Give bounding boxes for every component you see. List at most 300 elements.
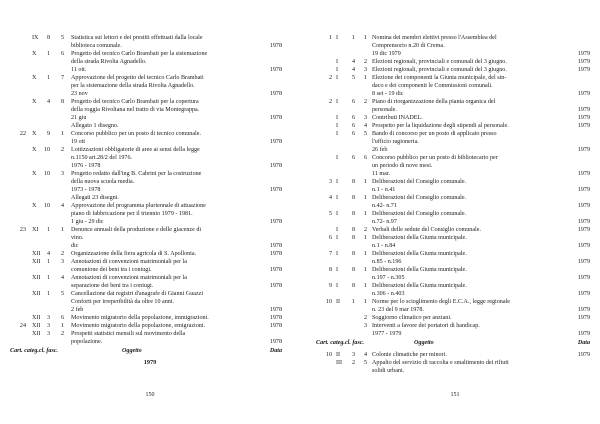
class-number: 1 — [46, 75, 50, 81]
entry-text: n.197 - n.305 — [372, 275, 405, 281]
fascicle-number: 7 — [60, 75, 64, 81]
class-number: 4 — [46, 99, 50, 105]
entry-text: Elezioni regionali, provinciali e comunali del 3 giugno. — [372, 67, 507, 73]
category: X — [32, 75, 37, 81]
category: X — [32, 203, 37, 209]
category: III — [336, 360, 343, 366]
entry-text: Approvazione del programma pluriennale di attuazione — [71, 203, 206, 209]
entry-date: 1979 — [577, 291, 590, 297]
entry-row — [316, 74, 594, 82]
cart-number: 10 — [325, 299, 332, 305]
class-number: 3 — [351, 352, 355, 358]
entry-text: n.1 - n.84 — [372, 243, 396, 249]
entry-text: 1977 - 1979 — [372, 331, 402, 337]
class-number: 3 — [46, 331, 50, 337]
fascicle-number: 6 — [363, 155, 367, 161]
fascicle-number: 5 — [363, 360, 367, 366]
cart-number: 24 — [19, 323, 26, 329]
entry-date: 1978 — [269, 315, 282, 321]
fascicle-number: 1 — [363, 211, 367, 217]
fascicle-number: 1 — [363, 35, 367, 41]
entry-text: l'ufficio ragioneria. — [372, 139, 419, 145]
entry-text: n.72- n.97 — [372, 219, 397, 225]
class-number: 8 — [351, 251, 355, 257]
entry-text: n.85 - n.196 — [372, 259, 402, 265]
category: XI — [32, 227, 39, 233]
entry-row — [10, 274, 290, 282]
class-number: 6 — [351, 131, 355, 137]
entry-row — [316, 154, 594, 162]
entry-row — [316, 298, 594, 306]
cart-number: 9 — [328, 283, 332, 289]
entry-text: Verbali delle sedute del Consiglio comunale. — [372, 227, 481, 233]
category: XII — [32, 251, 41, 257]
fascicle-number: 5 — [363, 131, 367, 137]
cart-number: 4 — [328, 195, 332, 201]
entry-text: della strada Rivolta Agnadello. — [71, 59, 147, 65]
category: I — [336, 283, 339, 289]
entry-text: biblioteca comunale. — [71, 43, 122, 49]
column-header — [10, 347, 290, 355]
cart-number: 22 — [19, 131, 26, 137]
class-number: 8 — [46, 35, 50, 41]
entry-date: 1979 — [577, 275, 590, 281]
entry-text: Prospetti statistici mensili sul movimento della — [71, 331, 186, 337]
entry-text: Allegati 23 disegni. — [71, 195, 119, 201]
entry-text: n.306 - n.403 — [372, 291, 405, 297]
entry-row — [10, 122, 290, 130]
entry-row — [10, 58, 290, 66]
entry-text: dic — [71, 243, 79, 249]
entry-text: Approvazione del progetto del tecnico Carlo Brambati — [71, 75, 204, 81]
entry-text: Annotazioni di convenzioni matrimoniali per la — [71, 259, 187, 265]
entry-row — [10, 114, 290, 122]
entry-text: Deliberazioni del Consiglio comunale. — [372, 211, 467, 217]
fascicle-number: 2 — [60, 331, 64, 337]
cart-number: 5 — [328, 211, 332, 217]
entry-row — [316, 122, 594, 130]
entry-row — [10, 242, 290, 250]
fascicle-number: 3 — [363, 323, 367, 329]
left-page-number: 150 — [145, 392, 155, 398]
entry-text: Elezione dei componenti la Giunta municipale, del sin- — [372, 75, 507, 81]
entry-text: 1 giu - 29 dic — [71, 219, 104, 225]
entry-text: 19 ott — [71, 139, 86, 145]
entry-date: 1978 — [269, 267, 282, 273]
entry-date: 1978 — [269, 339, 282, 345]
category: XII — [32, 315, 41, 321]
entry-row — [316, 306, 594, 314]
entry-row — [316, 234, 594, 242]
class-number: 4 — [351, 67, 355, 73]
entry-row — [316, 266, 594, 274]
entry-row — [316, 274, 594, 282]
fascicle-number: 3 — [363, 115, 367, 121]
entry-date: 1979 — [577, 51, 590, 57]
class-number: 1 — [46, 275, 50, 281]
entry-date: 1979 — [577, 227, 590, 233]
class-number: 10 — [44, 171, 51, 177]
class-number: 8 — [351, 267, 355, 273]
class-number: 8 — [351, 195, 355, 201]
entry-text: Progetto del tecnico Carlo Brambati per la copertura — [71, 99, 199, 105]
fascicle-number: 5 — [60, 291, 64, 297]
category: X — [32, 51, 37, 57]
entry-text: daco e dei componenti le Commissioni comunali. — [372, 83, 493, 89]
header-date: Data — [577, 340, 590, 346]
entry-row — [316, 322, 594, 330]
category: I — [336, 123, 339, 129]
entry-row — [316, 130, 594, 138]
entry-row — [10, 106, 290, 114]
cart-number: 2 — [328, 75, 332, 81]
entry-date: 1978 — [269, 251, 282, 257]
category: XII — [32, 323, 41, 329]
class-number: 1 — [46, 291, 50, 297]
entry-date: 1978 — [269, 187, 282, 193]
entry-text: Progetto del tecnico Carlo Brambati per la sistemazione — [71, 51, 208, 57]
class-number: 6 — [351, 99, 355, 105]
category: II — [336, 299, 341, 305]
entry-row — [316, 250, 594, 258]
entry-text: Deliberazioni della Giunta municipale. — [372, 235, 467, 241]
category: I — [336, 99, 339, 105]
category: X — [32, 171, 37, 177]
entry-row — [10, 234, 290, 242]
entry-date: 1978 — [269, 43, 282, 49]
entry-text: 1976 - 1978 — [71, 163, 101, 169]
cart-number: 1 — [328, 35, 332, 41]
entry-row — [316, 367, 594, 375]
entry-row — [316, 90, 594, 98]
entry-date: 1979 — [577, 91, 590, 97]
entry-text: Concorso pubblico per un posto di bibliotecario per — [372, 155, 498, 161]
class-number: 9 — [46, 131, 50, 137]
entry-row — [316, 226, 594, 234]
entry-date: 1979 — [577, 107, 590, 113]
entry-text: Deliberazioni della Giunta municipale. — [372, 251, 467, 257]
entry-row — [10, 146, 290, 154]
category: XII — [32, 275, 41, 281]
class-number: 1 — [351, 35, 355, 41]
fascicle-number: 2 — [363, 315, 367, 321]
entry-text: Movimento migratorio della popolazione, emigrazioni. — [71, 323, 206, 329]
entry-row — [10, 66, 290, 74]
fascicle-number: 2 — [60, 251, 64, 257]
entry-text: della nuova scuola media. — [71, 179, 135, 185]
category: I — [336, 35, 339, 41]
category: I — [336, 235, 339, 241]
fascicle-number: 3 — [363, 67, 367, 73]
entry-text: 11 mar. — [372, 171, 391, 177]
class-number: 2 — [351, 360, 355, 366]
class-number: 1 — [351, 299, 355, 305]
category: I — [336, 59, 339, 65]
fascicle-number: 1 — [363, 299, 367, 305]
entry-row — [316, 82, 594, 90]
entry-date: 1978 — [269, 67, 282, 73]
fascicle-number: 1 — [363, 179, 367, 185]
category: XII — [32, 291, 41, 297]
entry-row — [10, 250, 290, 258]
fascicle-number: 6 — [60, 315, 64, 321]
fascicle-number: 5 — [60, 35, 64, 41]
fascicle-number: 3 — [60, 259, 64, 265]
entry-text: Deliberazioni della Giunta municipale. — [372, 283, 467, 289]
entry-date: 1979 — [577, 259, 590, 265]
entry-date: 1979 — [577, 187, 590, 193]
entry-row — [10, 50, 290, 58]
entry-text: 2 feb — [71, 307, 84, 313]
header-date: Data — [269, 348, 282, 354]
entry-text: 21 giu — [71, 115, 87, 121]
entry-row — [10, 178, 290, 186]
category: XII — [32, 331, 41, 337]
entry-row — [316, 282, 594, 290]
entry-date: 1979 — [577, 115, 590, 121]
entry-date: 1978 — [269, 307, 282, 313]
entry-text: della roggia Rivoltana nel tratto di via Montegrappa. — [71, 107, 200, 113]
entry-row — [10, 282, 290, 290]
category: I — [336, 115, 339, 121]
cart-number: 10 — [325, 352, 332, 358]
entry-text: Lottizzazioni obbligatorie di aree ai sensi della legge — [71, 147, 200, 153]
entry-row — [316, 42, 594, 50]
fascicle-number: 6 — [60, 51, 64, 57]
entry-row — [10, 34, 290, 42]
category: IX — [32, 35, 39, 41]
class-number: 5 — [351, 75, 355, 81]
category: I — [336, 251, 339, 257]
entry-text: Contributi INADEL. — [372, 115, 423, 121]
entry-row — [316, 314, 594, 322]
category: I — [336, 227, 339, 233]
section-year: 1979 — [143, 359, 157, 366]
class-number: 8 — [351, 227, 355, 233]
entry-row — [316, 330, 594, 338]
entry-row — [10, 194, 290, 202]
fascicle-number: 1 — [363, 283, 367, 289]
entry-date: 1978 — [269, 115, 282, 121]
entry-row — [316, 58, 594, 66]
entry-text: Cancellazione dai registri d'anagrafe di Gianni Guazzi — [71, 291, 204, 297]
fascicle-number: 2 — [363, 227, 367, 233]
entry-text: Deliberazioni della Giunta municipale. — [372, 267, 467, 273]
entry-row — [10, 202, 290, 210]
entry-row — [316, 258, 594, 266]
category: I — [336, 267, 339, 273]
entry-row — [10, 82, 290, 90]
cart-number: 3 — [328, 179, 332, 185]
entry-text: 8 set - 19 dic — [372, 91, 404, 97]
entry-row — [316, 34, 594, 42]
fascicle-number: 1 — [363, 195, 367, 201]
entry-text: separazione dei beni tra i coniugi. — [71, 283, 154, 289]
entry-text: 11 ott. — [71, 67, 87, 73]
entry-text: piano di fabbricazione per il triennio 1979 - 1981. — [71, 211, 193, 217]
fascicle-number: 1 — [60, 227, 64, 233]
entry-date: 1978 — [269, 163, 282, 169]
entry-row — [10, 98, 290, 106]
entry-row — [10, 186, 290, 194]
entry-text: n. 23 del 9 mar 1978. — [372, 307, 424, 313]
entry-row — [316, 194, 594, 202]
fascicle-number: 4 — [363, 123, 367, 129]
entry-date: 1979 — [577, 203, 590, 209]
entry-row — [10, 162, 290, 170]
fascicle-number: 2 — [60, 147, 64, 153]
fascicle-number: 2 — [363, 99, 367, 105]
entry-row — [316, 351, 594, 359]
entry-text: n.1150 art.28/2 del 1976. — [71, 155, 133, 161]
fascicle-number: 1 — [363, 251, 367, 257]
entry-text: n.1 - n.41 — [372, 187, 396, 193]
entry-date: 1978 — [269, 283, 282, 289]
class-number: 8 — [351, 179, 355, 185]
category: I — [336, 75, 339, 81]
entry-date: 1979 — [577, 147, 590, 153]
entry-text: popolazione. — [71, 339, 103, 345]
entry-text: Organizzazione della fiera agricola di S. Apollonia. — [71, 251, 197, 257]
entry-row — [10, 170, 290, 178]
entry-text: 23 nov — [71, 91, 88, 97]
class-number: 6 — [351, 115, 355, 121]
class-number: 4 — [46, 251, 50, 257]
entry-text: n.42- n.71 — [372, 203, 397, 209]
entry-text: Nomina dei membri elettivi presso l'Assemblea del — [372, 35, 497, 41]
class-number: 10 — [44, 147, 51, 153]
entry-row — [316, 114, 594, 122]
entry-text: 1973 - 1978 — [71, 187, 101, 193]
entry-text: un periodo di nove mesi. — [372, 163, 433, 169]
entry-text: Movimento migratorio della popolazione, immigrazioni. — [71, 315, 209, 321]
entry-text: Deliberazioni del Consiglio comunale. — [372, 179, 467, 185]
cart-number: 2 — [328, 99, 332, 105]
category: II — [336, 352, 341, 358]
entry-row — [316, 359, 594, 367]
cart-number: 8 — [328, 267, 332, 273]
entry-text: Prospetto per la liquidazione degli stipendi al personale. — [372, 123, 509, 129]
entry-row — [10, 226, 290, 234]
entry-row — [10, 210, 290, 218]
entry-text: Progetto redatto dall'ing B. Cabrini per la costruzione — [71, 171, 202, 177]
class-number: 1 — [46, 227, 50, 233]
entry-date: 1978 — [269, 91, 282, 97]
fascicle-number: 8 — [60, 99, 64, 105]
entry-row — [316, 162, 594, 170]
cart-number: 7 — [328, 251, 332, 257]
fascicle-number: 1 — [363, 75, 367, 81]
entry-date: 1979 — [577, 307, 590, 313]
entry-text: Denunce annuali della produzione e delle giacenze di — [71, 227, 202, 233]
class-number: 6 — [351, 155, 355, 161]
entry-row — [10, 90, 290, 98]
category: XII — [32, 259, 41, 265]
entry-row — [316, 138, 594, 146]
category: X — [32, 99, 37, 105]
entry-date: 1979 — [577, 67, 590, 73]
class-number: 8 — [351, 211, 355, 217]
entry-row — [316, 146, 594, 154]
entry-row — [10, 130, 290, 138]
class-number: 1 — [46, 259, 50, 265]
entry-date: 1979 — [577, 352, 590, 358]
entry-text: Statistica sui lettori e dei prestiti effettuati dalla locale — [71, 35, 203, 41]
entry-row — [10, 266, 290, 274]
class-number: 6 — [351, 123, 355, 129]
entry-row — [316, 290, 594, 298]
fascicle-number: 4 — [363, 352, 367, 358]
fascicle-number: 1 — [60, 131, 64, 137]
category: I — [336, 131, 339, 137]
entry-date: 1979 — [577, 59, 590, 65]
entry-text: vino. — [71, 235, 84, 241]
header-cart: Cart. categ.cl. fasc. — [10, 348, 59, 354]
entry-row — [316, 98, 594, 106]
entry-text: personale. — [372, 107, 397, 113]
entry-row — [10, 258, 290, 266]
entry-text: Deliberazioni del Consiglio comunale. — [372, 195, 467, 201]
entry-text: Appalto del servizio di raccolta e smaltimento dei rifiuti — [372, 360, 509, 366]
fascicle-number: 3 — [60, 171, 64, 177]
entry-date: 1978 — [269, 243, 282, 249]
entry-text: Norme per lo scioglimento degli E.C.A., legge regionale — [372, 299, 510, 305]
entry-row — [316, 210, 594, 218]
category: I — [336, 195, 339, 201]
entry-text: Interventi a favore dei portatori di handicap. — [372, 323, 480, 329]
class-number: 3 — [46, 323, 50, 329]
entry-text: 26 feb — [372, 147, 388, 153]
entry-row — [10, 314, 290, 322]
cart-number: 23 — [19, 227, 26, 233]
entry-row — [316, 50, 594, 58]
entry-text: Piano di riorganizzazione della pianta organica del — [372, 99, 496, 105]
entry-row — [316, 218, 594, 226]
entry-date: 1979 — [577, 243, 590, 249]
entry-text: 19 dic 1979 — [372, 51, 401, 57]
fascicle-number: 1 — [363, 235, 367, 241]
class-number: 1 — [46, 51, 50, 57]
entry-row — [10, 154, 290, 162]
entry-text: solidi urbani. — [372, 368, 405, 374]
entry-text: Conforti per irreperibilità da oltre 10 anni. — [71, 299, 175, 305]
fascicle-number: 1 — [60, 323, 64, 329]
entry-row — [316, 170, 594, 178]
header-object: Oggetto — [122, 348, 142, 354]
category: I — [336, 67, 339, 73]
entry-row — [316, 178, 594, 186]
entry-date: 1978 — [269, 323, 282, 329]
entry-text: per la sistemazione della strada Rivolta Agnadello. — [71, 83, 195, 89]
entry-date: 1979 — [577, 171, 590, 177]
entry-row — [316, 66, 594, 74]
entry-text: Colonie climatiche per minori. — [372, 352, 447, 358]
entry-text: Annotazioni di convenzioni matrimoniali per la — [71, 275, 187, 281]
class-number: 10 — [44, 203, 51, 209]
entry-row — [10, 74, 290, 82]
category: X — [32, 147, 37, 153]
cart-number: 6 — [328, 235, 332, 241]
entry-row — [10, 306, 290, 314]
entry-text: comunione dei beni tra i coniugi. — [71, 267, 152, 273]
entry-row — [10, 42, 290, 50]
class-number: 8 — [351, 235, 355, 241]
category: X — [32, 131, 37, 137]
entry-row — [10, 338, 290, 346]
entry-row — [10, 322, 290, 330]
column-header — [316, 339, 594, 347]
entry-row — [10, 218, 290, 226]
